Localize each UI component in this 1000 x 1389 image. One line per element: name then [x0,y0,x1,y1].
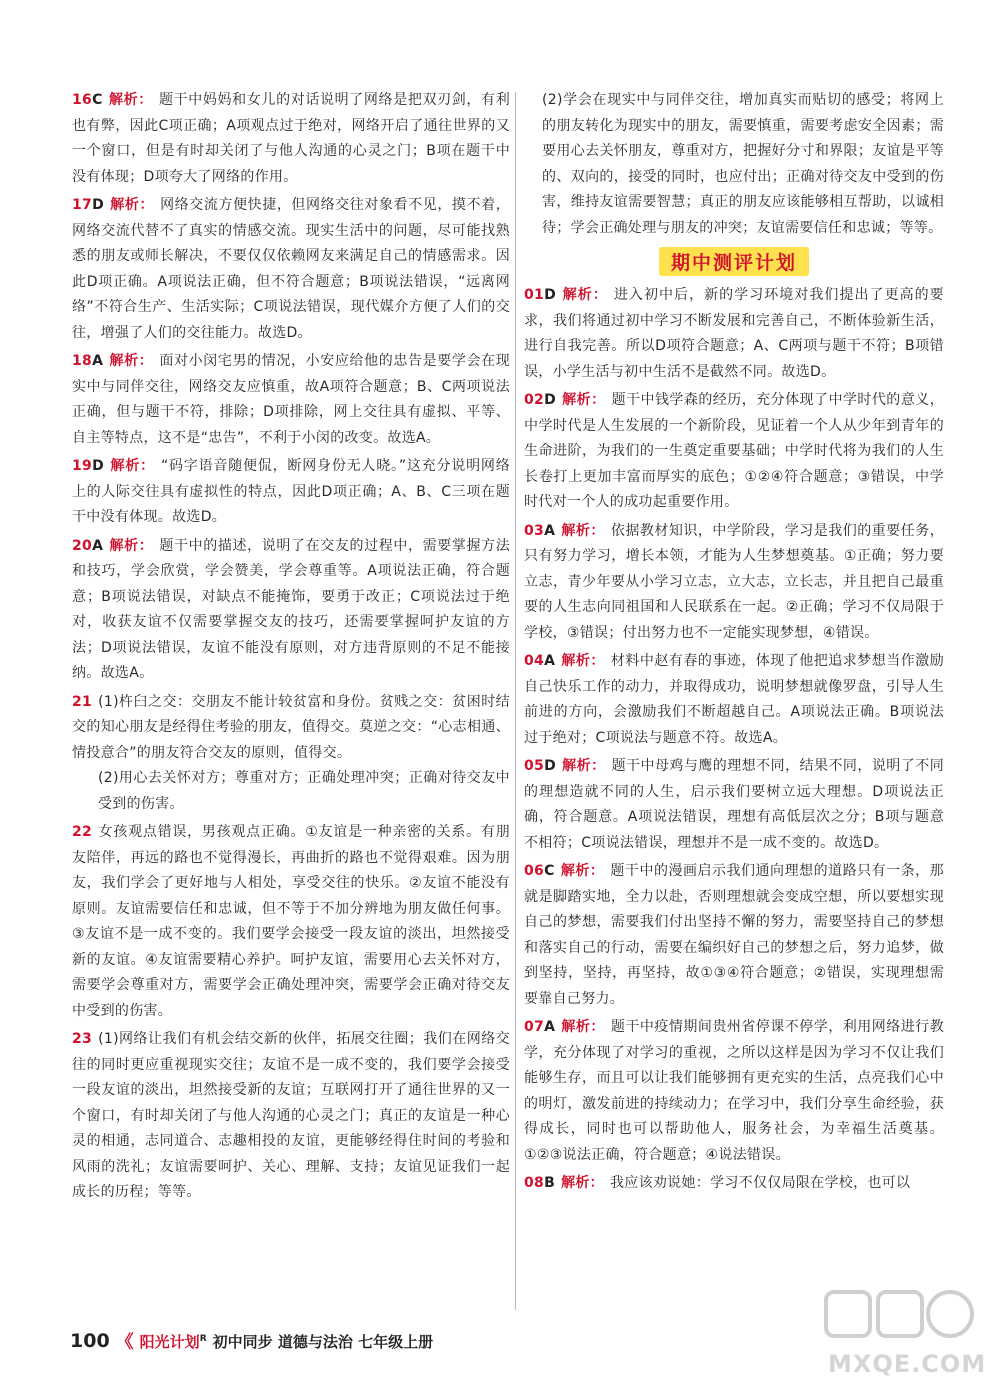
question-number: 18A [72,353,104,369]
right-column [524,88,944,1200]
answer-23-part-1: (1)网络让我们有机会结交新的伙伴，拓展交往圈；我们在网络交往的同时更应重视现实交往；友谊不是一成不变的，我们要学会接受一段友谊的淡出，坦然接受新的友谊；互联网打开了通往世界的又一个窗口，有时却关闭了与他人沟通的心灵之门；真正的友谊是一种心灵的相通，志同道合、志趣相投的友谊，更能够经得住时间的考验和风雨的洗礼；友谊需要呵护、关心、理解、支持；友谊见证我们一起成长的历程；等等。 [72,1031,510,1200]
answer-21-part-2: (2)用心去关怀对方；尊重对方；正确处理冲突；正确对待交友中受到的伤害。 [98,770,510,812]
book-title: 初中同步 道德与法治 七年级上册 [212,1332,434,1351]
watermark-stamp-icon [820,1286,980,1356]
analysis-label: 解析： [110,197,155,213]
answer-03 [524,519,944,647]
analysis-text: 题干中的漫画启示我们通向理想的道路只有一条，那就是脚踏实地，全力以赴，否则理想就会变成空想，所以要想实现自己的梦想，需要我们付出坚持不懈的努力，需要坚持自己的梦想和落实自己的行动，需要在编织好自己的梦想之后，努力追梦，做到坚持，坚持，再坚持，故①③④符合题意；②错误，实现理想需要靠自己努力。 [524,863,944,1007]
question-number: 05D [524,758,557,774]
analysis-text: 面对小闵宅男的情况，小安应给他的忠告是要学会在现实中与同伴交往，网络交友应慎重，故A项符合题意；B、C两项说法正确，但与题干不符，排除；D项排除，网上交往具有虚拟、平等、自主等特点，这不是“忠告”，不利于小闵的改变。故选A。 [72,353,510,446]
answer-18 [72,349,510,451]
analysis-label: 解析： [562,392,606,408]
question-number: 06C [524,863,555,879]
section-title-text: 期中测评计划 [659,247,809,276]
question-number: 02D [524,392,557,408]
analysis-label: 解析： [562,758,606,774]
answer-22-text: 女孩观点错误，男孩观点正确。①友谊是一种亲密的关系。有朋友陪伴，再远的路也不觉得漫长，再曲折的路也不觉得艰难。因为朋友，我们学会了更好地与人相处，享受交往的快乐。②友谊不能没有原则。友谊需要信任和忠诚，但不等于不加分辨地为朋友做任何事。③友谊不是一成不变的。我们要学会接受一段友谊的淡出，坦然接受新的友谊。④友谊需要精心养护。呵护友谊，需要用心去关怀对方，需要学会尊重对方，需要学会正确处理冲突，需要学会正确对待交友中受到的伤害。 [72,824,510,1019]
analysis-text: 网络交流方便快捷，但网络交往对象看不见，摸不着，网络交流代替不了真实的情感交流。现实生活中的问题，尽可能找熟悉的朋友或师长解决，不要仅仅依赖网友来满足自己的情感需求。因此D项正确。A项说法正确，但不符合题意；B项说法错误，“远离网络”不符合生产、生活实际；C项说法错误，现代媒介方便了人们的交往，增强了人们的交往能力。故选D。 [72,197,511,341]
chevron-left-icon: 《 [115,1332,134,1353]
question-number: 20A [72,537,104,554]
analysis-label: 解析： [561,522,605,539]
analysis-label: 解析： [108,92,153,108]
analysis-label: 解析： [561,1175,604,1191]
answer-19 [72,454,510,531]
analysis-label: 解析： [109,353,154,369]
analysis-label: 解析： [109,537,154,554]
question-number: 17D [72,197,105,213]
question-number: 22 [72,824,93,840]
question-number: 08B [524,1175,556,1191]
question-number: 04A [524,653,556,669]
page-footer [70,1329,433,1353]
question-number: 01D [524,287,557,303]
answer-21 [72,690,510,818]
page-number: 100 [70,1330,110,1352]
analysis-text: “码字语音随便侃，断网身份无人晓。”这充分说明网络上的人际交往具有虚拟性的特点，因此D项正确；A、B、C三项在题干中没有体现。故选D。 [72,458,510,525]
analysis-text: 题干中的描述，说明了在交友的过程中，需要掌握方法和技巧，学会欣赏，学会赞美，学会尊重等。A项说法正确，符合题意；B项说法错误，对缺点不能掩饰，要勇于改正；C项说法过于绝对，收获友谊不仅需要掌握交友的技巧，还需要掌握呵护友谊的方法；D项说法错误，友谊不能没有原则，对方违背原则的不足不能接纳。故选A。 [72,537,510,681]
question-number: 21 [72,693,93,710]
analysis-text: 题干中母鸡与鹰的理想不同，结果不同，说明了不同的理想造就不同的人生，启示我们要树立远大理想。D项说法正确，符合题意。A项说法错误，理想有高低层次之分；B项与题意不相符；C项说法错误，理想并不是一成不变的。故选D。 [524,758,944,851]
column-divider [515,92,516,1310]
answer-07 [524,1015,944,1168]
question-number: 19D [72,458,105,474]
analysis-label: 解析： [560,863,605,879]
analysis-label: 解析： [561,1019,605,1035]
answer-17 [72,193,510,346]
analysis-text: 依据教材知识，中学阶段，学习是我们的重要任务，只有努力学习，增长本领，才能为人生梦想奠基。①正确；努力要立志，青少年要从小学习立志，立大志，立长志，并且把自己最重要的人生志向同祖国和人民联系在一起。②正确；学习不仅局限于学校，③错误；付出努力也不一定能实现梦想，④错误。 [524,522,944,641]
question-number: 23 [72,1031,93,1047]
answer-08 [524,1171,944,1197]
analysis-text: 题干中妈妈和女儿的对话说明了网络是把双刃剑，有利也有弊，因此C项正确；A项观点过于绝对，网络开启了通往世界的又一个窗口，但是有时却关闭了与他人沟通的心灵之门；B项在题干中没有体现；D项夸大了网络的作用。 [72,92,510,185]
analysis-label: 解析： [561,653,605,669]
brand-name: 阳光计划$^R$ [139,1332,207,1351]
answer-22 [72,820,510,1024]
answer-06 [524,859,944,1012]
analysis-label: 解析： [562,287,608,303]
answer-01 [524,283,944,385]
section-title [524,247,944,275]
answer-02 [524,388,944,516]
analysis-text: 我应该劝说她：学习不仅仅局限在学校，也可以 [609,1175,911,1191]
answer-05 [524,754,944,856]
watermark-logo [820,1286,987,1382]
answer-23-part-2: (2)学会在现实中与同伴交往，增加真实而贴切的感受；将网上的朋友转化为现实中的朋友，需要慎重，需要考虑安全因素；需要用心去关怀朋友，尊重对方，把握好分寸和界限；友谊是平等的、双向的，接受的同时，也应付出；正确对待交友中受到的伤害，维持友谊需要智慧；真正的朋友应该能够相互帮助，以诚相待；学会正确处理与朋友的冲突；友谊需要信任和忠诚；等等。 [542,92,944,236]
analysis-label: 解析： [110,458,155,474]
answer-16 [72,88,510,190]
answer-23 [72,1027,510,1206]
answer-20 [72,534,510,687]
watermark-text: MXQE.COM [828,1350,987,1378]
left-column [72,88,510,1209]
analysis-text: 题干中疫情期间贵州省停课不停学，利用网络进行教学，充分体现了对学习的重视，之所以这样是因为学习不仅让我们能够生存，而且可以让我们能够拥有更充实的生活，点亮我们心中的明灯，激发前进的持续动力；在学习中，我们分享生命经验，获得成长，同时也可以帮助他人，服务社会，为幸福生活奠基。①②③说法正确，符合题意；④说法错误。 [524,1019,944,1163]
question-number: 03A [524,522,556,539]
answer-21-part-1: (1)杵臼之交：交朋友不能计较贫富和身份。贫贱之交：贫困时结交的知心朋友是经得住考验的朋友，值得交。莫逆之交：“心志相通、情投意合”的朋友符合交友的原则，值得交。 [72,693,510,761]
analysis-text: 材料中赵有春的事迹，体现了他把追求梦想当作激励自己快乐工作的动力，并取得成功，说明梦想就像罗盘，引导人生前进的方向，会激励我们不断超越自己。A项说法正确。B项说法过于绝对；C项说法与题意不符。故选A。 [524,653,944,746]
question-number: 07A [524,1019,556,1035]
analysis-text: 进入初中后，新的学习环境对我们提出了更高的要求，我们将通过初中学习不断发展和完善自己，不断体验新生活，进行自我完善。所以D项符合题意；A、C两项与题干不符；B项错误，小学生活与初中生活不是截然不同。故选D。 [524,287,944,380]
question-number: 16C [72,92,103,108]
answer-04 [524,649,944,751]
analysis-text: 题干中钱学森的经历，充分体现了中学时代的意义，中学时代是人生发展的一个新阶段，见证着一个人从少年到青年的生命进阶，为我们的一生奠定重要基础；中学时代将为我们的人生长卷打上更加丰富而厚实的底色；①②④符合题意；③错误，中学时代对一个人的成功起重要作用。 [524,392,944,510]
